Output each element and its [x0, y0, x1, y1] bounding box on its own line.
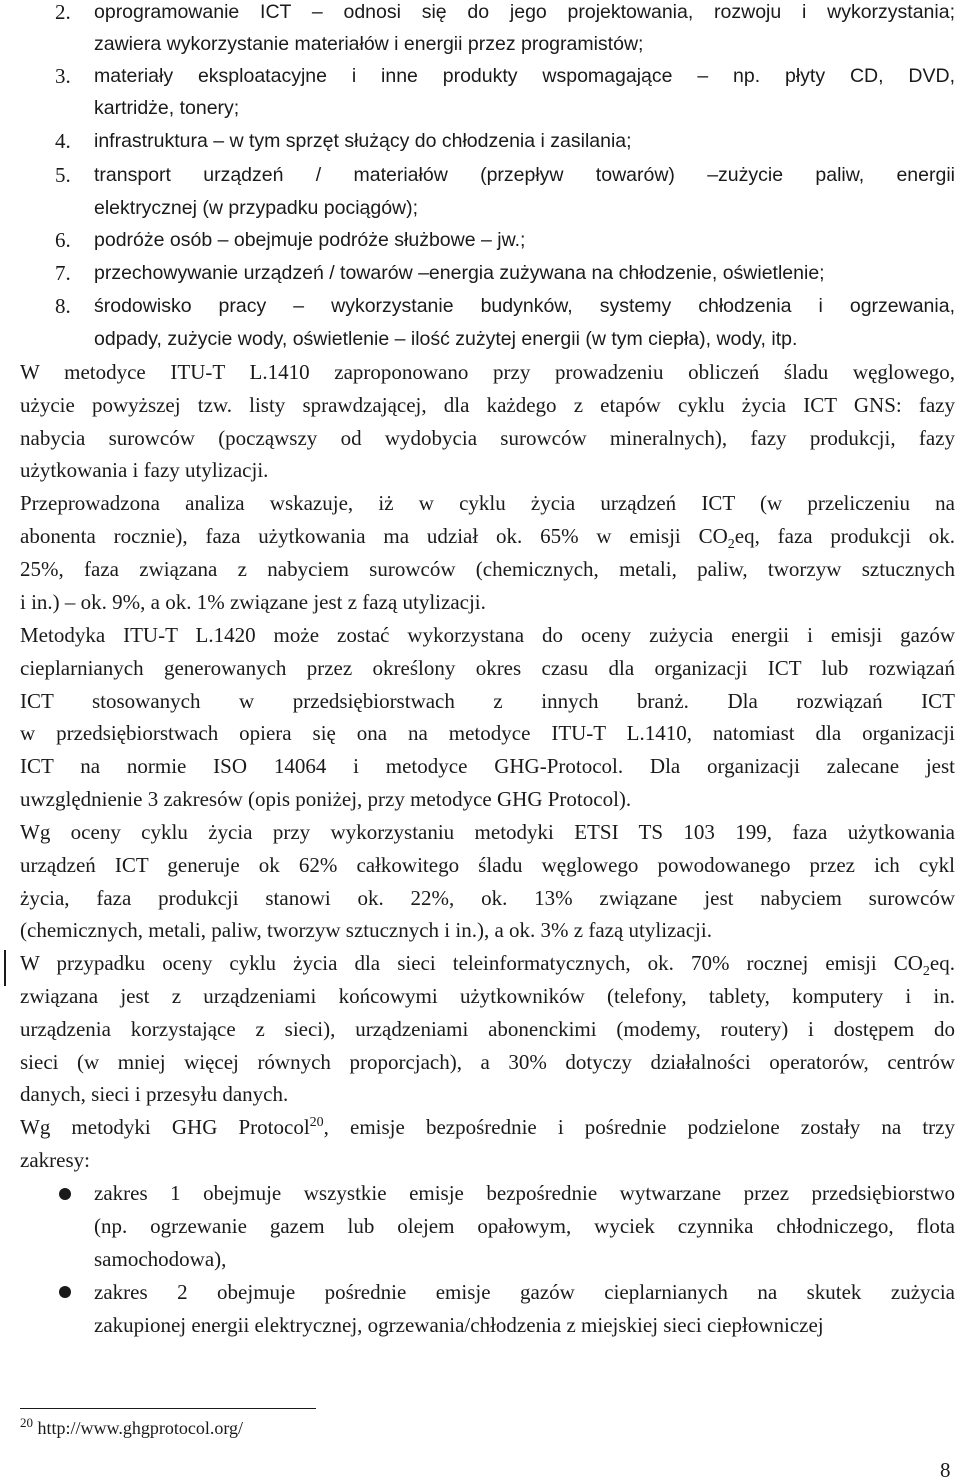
list-item-text: podróże osób – obejmuje podróże służbowe – jw.; — [94, 229, 526, 251]
list-item-text: zakres 1 obejmuje wszystkie emisje bezpośrednie wytwarzane przez przedsiębiorstwo — [94, 1181, 955, 1205]
list-item-text: odpady, zużycie wody, oświetlenie – ilość zużytej energii (w tym ciepła), wody, itp. — [94, 328, 798, 350]
text-line: danych, sieci i przesyłu danych. — [20, 1082, 289, 1106]
text-line: ICT na normie ISO 14064 i metodyce GHG-Protocol. Dla organizacji zalecane jest — [20, 754, 955, 778]
page-number: 8 — [940, 1458, 951, 1482]
list-item-text: transport urządzeń / materiałów (przepływ towarów) –zużycie paliw, energii — [94, 164, 955, 186]
text-line: urządzenia korzystające z sieci), urządzeniami abonenckimi (modemy, routery) i dostępem do — [20, 1017, 955, 1041]
text-line: ICT stosowanych w przedsiębiorstwach z innych branż. Dla rozwiązań ICT — [20, 689, 955, 713]
text-line: Metodyka ITU-T L.1420 może zostać wykorzystana do oceny zużycia energii i emisji gazów — [20, 623, 955, 647]
text-line: zakresy: — [20, 1148, 90, 1172]
text-line: sieci (w mniej więcej równych proporcjach), a 30% dotyczy działalności operatorów, centrów — [20, 1050, 955, 1074]
text-line: nabycia surowców (począwszy od wydobycia surowców mineralnych), fazy produkcji, fazy — [20, 426, 955, 450]
text-line: Przeprowadzona analiza wskazuje, iż w cyklu życia urządzeń ICT (w przeliczeniu na — [20, 491, 955, 515]
text-line: użycie powyższej tzw. listy sprawdzającej, dla każdego z etapów cyklu życia ICT GNS: fazy — [20, 393, 955, 417]
text-line — [20, 522, 955, 553]
text-segment: abonenta rocznie), faza użytkowania ma udział ok. 65% w emisji CO — [20, 524, 728, 548]
text-line: urządzeń ICT generuje ok 62% całkowitego śladu węglowego powodowanego przez ich cykl — [20, 853, 955, 877]
text-line — [20, 1113, 955, 1141]
list-item-text: elektrycznej (w przypadku pociągów); — [94, 197, 419, 219]
list-item-text: zakupionej energii elektrycznej, ogrzewania/chłodzenia z miejskiej sieci ciepłowniczej — [94, 1313, 824, 1337]
text-line: (chemicznych, metali, paliw, tworzyw sztucznych i in.), a ok. 3% z fazą utylizacji. — [20, 918, 712, 942]
list-item-text: infrastruktura – w tym sprzęt służący do chłodzenia i zasilania; — [94, 130, 632, 152]
list-item-text: środowisko pracy – wykorzystanie budynków, systemy chłodzenia i ogrzewania, — [94, 295, 955, 317]
text-line: 25%, faza związana z nabyciem surowców (chemicznych, metali, paliw, tworzyw sztucznych — [20, 557, 955, 581]
text-line: związana jest z urządzeniami końcowymi użytkowników (telefony, tablety, komputery i in. — [20, 984, 955, 1008]
footnote-ref[interactable]: 20 — [309, 1115, 324, 1130]
text-line: uwzględnienie 3 zakresów (opis poniżej, przy metodyce GHG Protocol). — [20, 787, 632, 811]
list-number: 4. — [55, 129, 71, 153]
text-line: życia, faza produkcji stanowi ok. 22%, ok. 13% związane jest nabyciem surowców — [20, 886, 955, 910]
bullet-icon — [59, 1188, 71, 1200]
list-number: 2. — [55, 0, 71, 24]
subscript: 2 — [922, 964, 930, 980]
list-item-text: (np. ogrzewanie gazem lub olejem opałowym, wyciek czynnika chłodniczego, flota — [94, 1214, 955, 1238]
footnote-number: 20 — [20, 1415, 33, 1430]
list-item-text: materiały eksploatacyjne i inne produkty wspomagające – np. płyty CD, DVD, — [94, 65, 955, 87]
text-segment: eq. — [929, 951, 955, 975]
footnote — [20, 1416, 243, 1440]
footnote-separator — [20, 1408, 316, 1409]
list-item-text: zawiera wykorzystanie materiałów i energii przez programistów; — [94, 33, 644, 55]
list-item-text: kartridże, tonery; — [94, 97, 240, 119]
list-number: 6. — [55, 228, 71, 252]
subscript: 2 — [727, 537, 735, 553]
list-number: 3. — [55, 64, 71, 88]
list-number: 7. — [55, 261, 71, 285]
text-segment: eq, faza produkcji ok. — [734, 524, 955, 548]
text-segment: W przypadku oceny cyklu życia dla sieci teleinformatycznych, ok. 70% rocznej emisji CO — [20, 951, 923, 975]
text-line: i in.) – ok. 9%, a ok. 1% związane jest z fazą utylizacji. — [20, 590, 486, 614]
footnote-link[interactable]: http://www.ghgprotocol.org/ — [37, 1418, 243, 1438]
text-segment: Wg metodyki GHG Protocol — [20, 1115, 310, 1139]
list-number: 8. — [55, 294, 71, 318]
text-line: użytkowania i fazy utylizacji. — [20, 458, 269, 482]
bullet-icon — [59, 1286, 71, 1298]
list-number: 5. — [55, 163, 71, 187]
list-item-text: oprogramowanie ICT – odnosi się do jego projektowania, rozwoju i wykorzystania; — [94, 1, 955, 23]
list-item-text: przechowywanie urządzeń / towarów –energia zużywana na chłodzenie, oświetlenie; — [94, 262, 825, 284]
text-line: cieplarnianych generowanych przez określony okres czasu dla organizacji ICT lub rozwiązań — [20, 656, 955, 680]
list-item-text: samochodowa), — [94, 1247, 227, 1271]
revision-bar — [4, 950, 6, 986]
text-line: W metodyce ITU-T L.1410 zaproponowano przy prowadzeniu obliczeń śladu węglowego, — [20, 360, 955, 384]
text-segment: , emisje bezpośrednie i pośrednie podzielone zostały na trzy — [323, 1115, 955, 1139]
text-line: w przedsiębiorstwach opiera się ona na metodyce ITU-T L.1410, natomiast dla organizacji — [20, 721, 955, 745]
text-line: Wg oceny cyklu życia przy wykorzystaniu metodyki ETSI TS 103 199, faza użytkowania — [20, 820, 955, 844]
list-item-text: zakres 2 obejmuje pośrednie emisje gazów cieplarnianych na skutek zużycia — [94, 1280, 955, 1304]
text-line — [20, 949, 955, 980]
